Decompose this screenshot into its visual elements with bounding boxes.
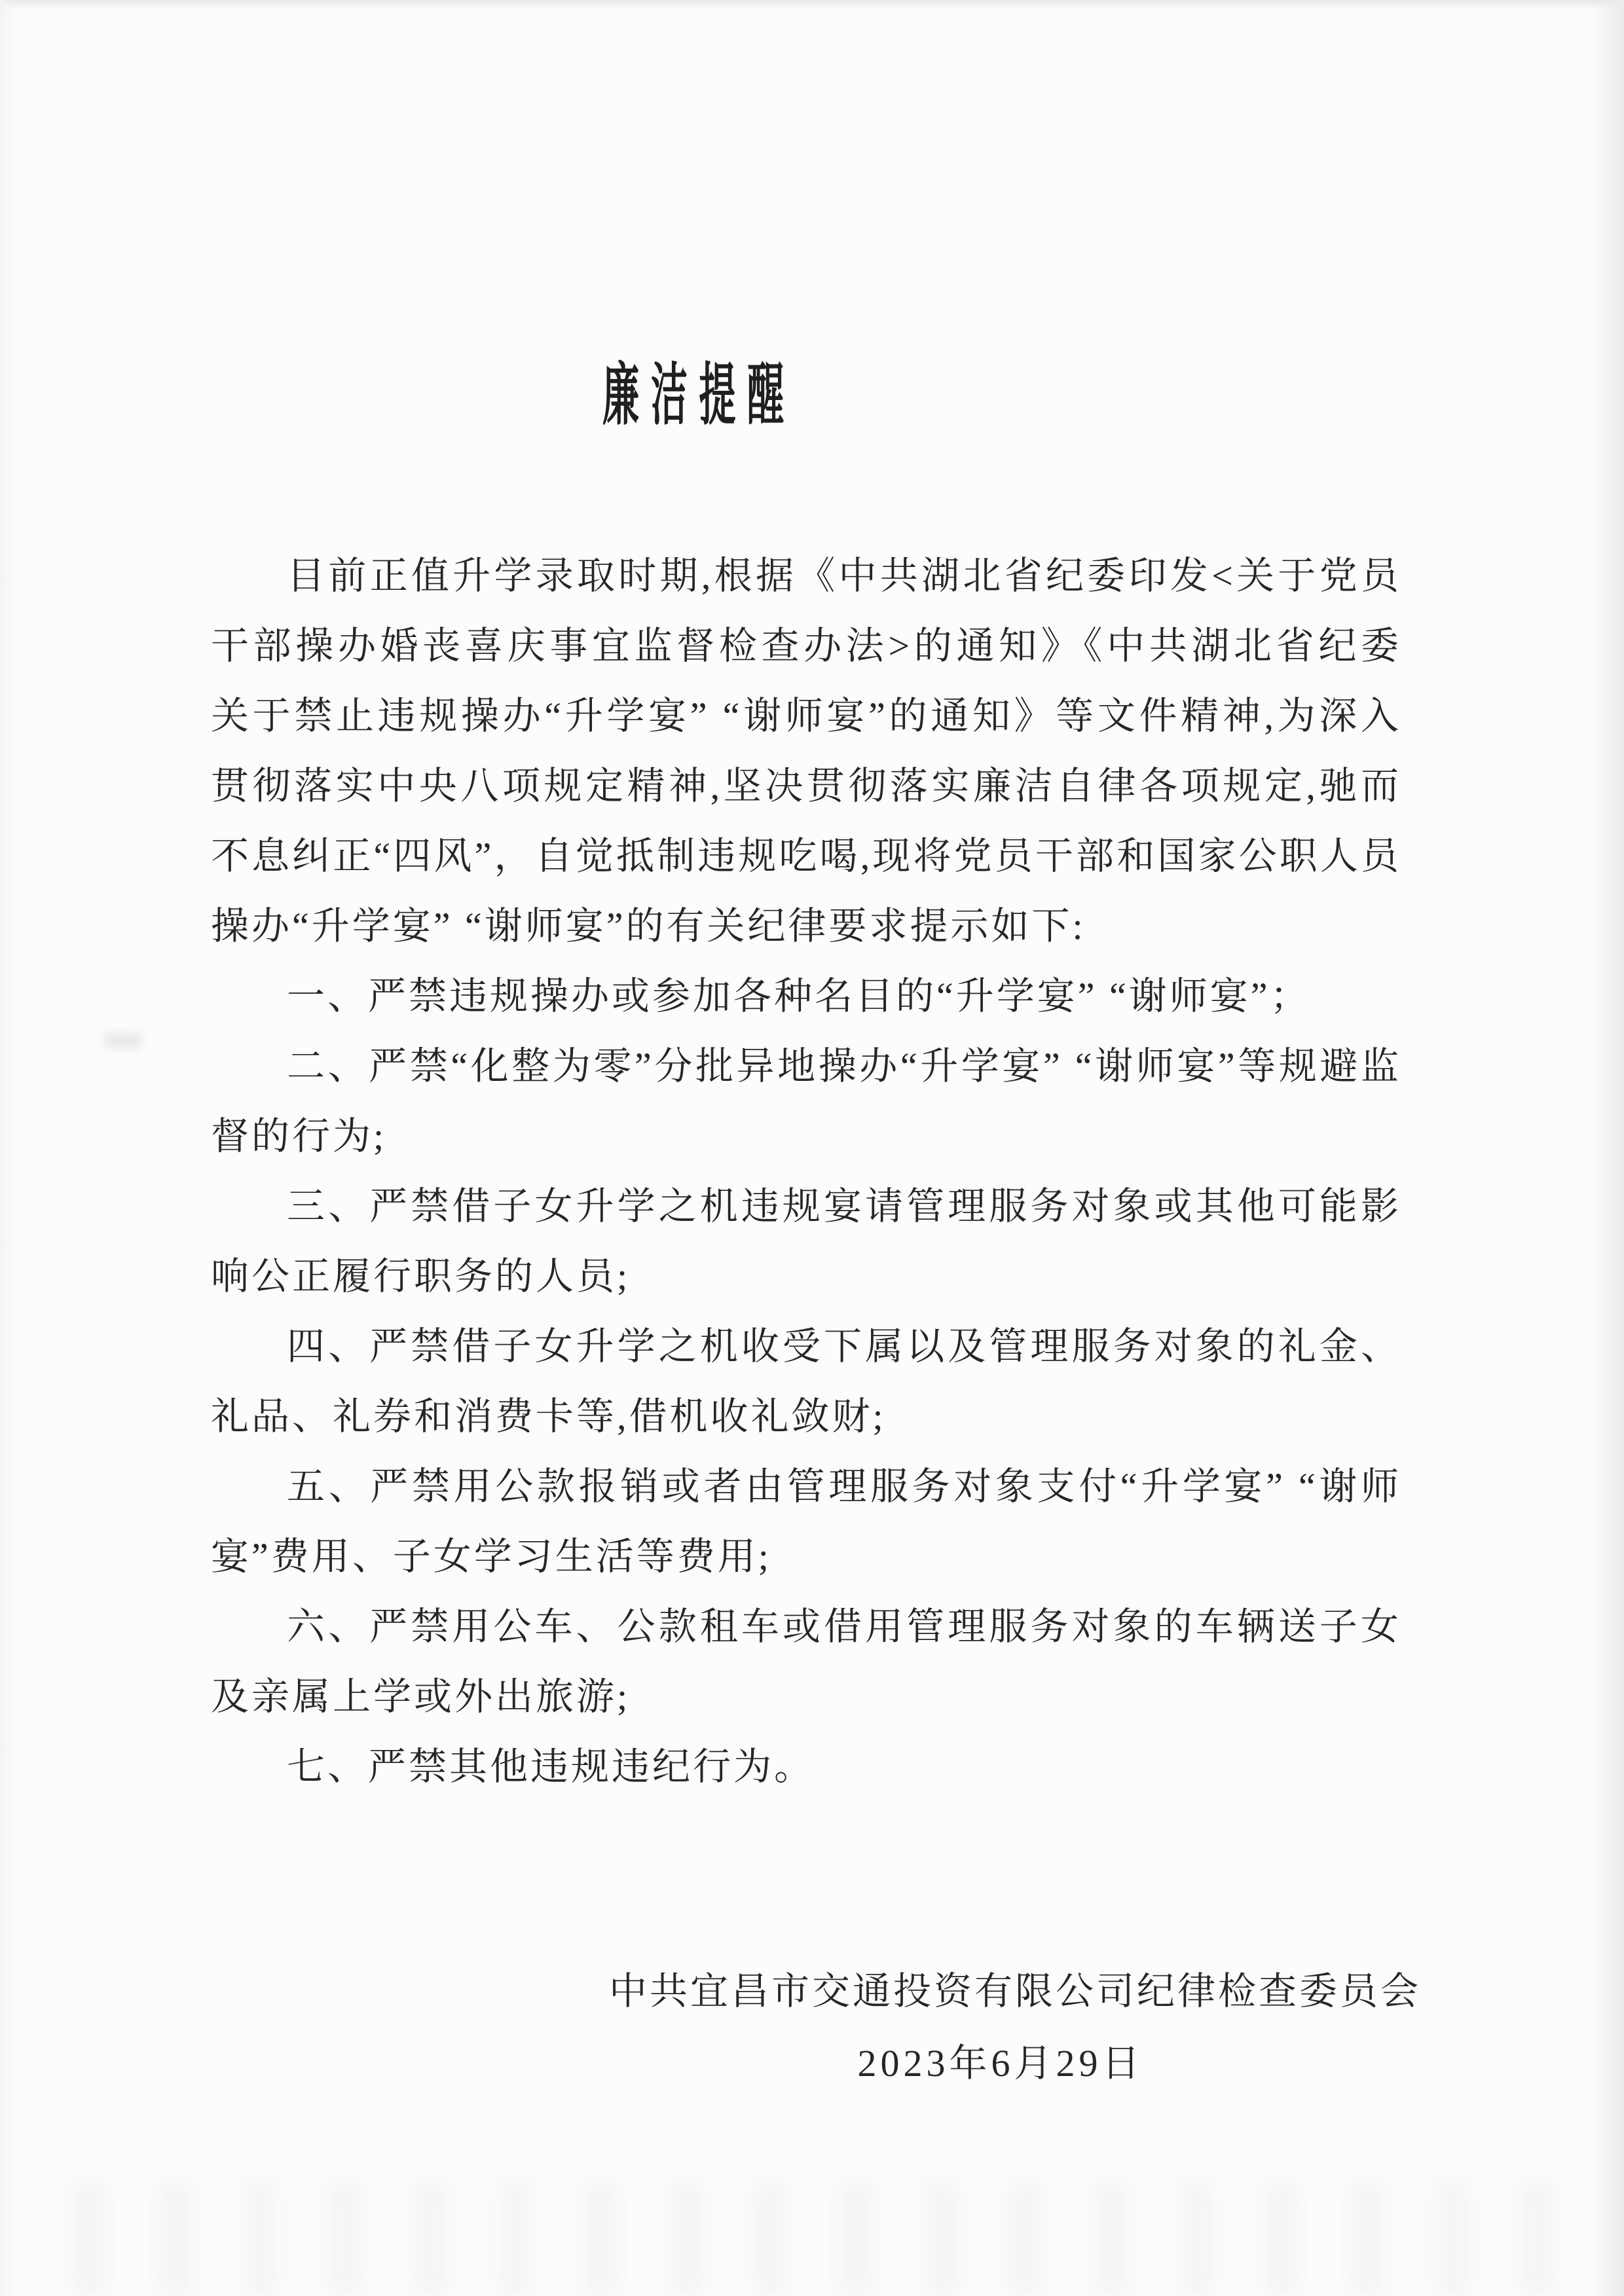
body-paragraph-item-2: 二、严禁“化整为零”分批异地操办“升学宴” “谢师宴”等规避监督的行为; bbox=[211, 1045, 1401, 1157]
body-paragraph-item-5: 五、严禁用公款报销或者由管理服务对象支付“升学宴” “谢师宴”费用、子女学习生活等费用; bbox=[211, 1465, 1401, 1578]
body-paragraph-item-4: 四、严禁借子女升学之机收受下属以及管理服务对象的礼金、礼品、礼券和消费卡等,借机收礼敛财; bbox=[211, 1325, 1401, 1438]
document-body bbox=[211, 541, 1443, 1802]
scan-bleedthrough-bottom bbox=[72, 2181, 1578, 2296]
document-signature: 中共宜昌市交通投资有限公司纪律检查委员会 bbox=[608, 1970, 1421, 2013]
body-paragraph-item-7: 七、严禁其他违规违纪行为。 bbox=[287, 1745, 815, 1788]
body-paragraph-intro: 目前正值升学录取时期,根据《中共湖北省纪委印发<关于党员干部操办婚丧喜庆事宜监督检查办法>的通知》《中共湖北省纪委 关于禁止违规操办“升学宴” “谢师宴”的通知》等文件精神,为深入贯彻落实中央八项规定精神,坚决贯彻落实廉洁自律各项规定,驰而不息纠正“四风”，自觉抵制违规吃喝,现将党员干部和国家公职人员操办“升学宴” “谢师宴”的有关纪律要求提示如下: bbox=[211, 555, 1443, 947]
scan-edge-right bbox=[1593, 0, 1624, 2296]
scan-edge-top bbox=[0, 0, 1624, 9]
body-paragraph-item-3: 三、严禁借子女升学之机违规宴请管理服务对象或其他可能影响公正履行职务的人员; bbox=[211, 1185, 1401, 1298]
document-date: 2023年6月29日 bbox=[857, 2042, 1144, 2085]
scan-smudge bbox=[105, 1033, 141, 1048]
scan-edge-left bbox=[0, 0, 17, 2296]
body-paragraph-item-6: 六、严禁用公车、公款租车或借用管理服务对象的车辆送子女及亲属上学或外出旅游; bbox=[211, 1605, 1401, 1718]
document-title: 廉洁提醒 bbox=[602, 355, 796, 435]
body-paragraph-item-1: 一、严禁违规操办或参加各种名目的“升学宴” “谢师宴”； bbox=[287, 975, 1311, 1017]
